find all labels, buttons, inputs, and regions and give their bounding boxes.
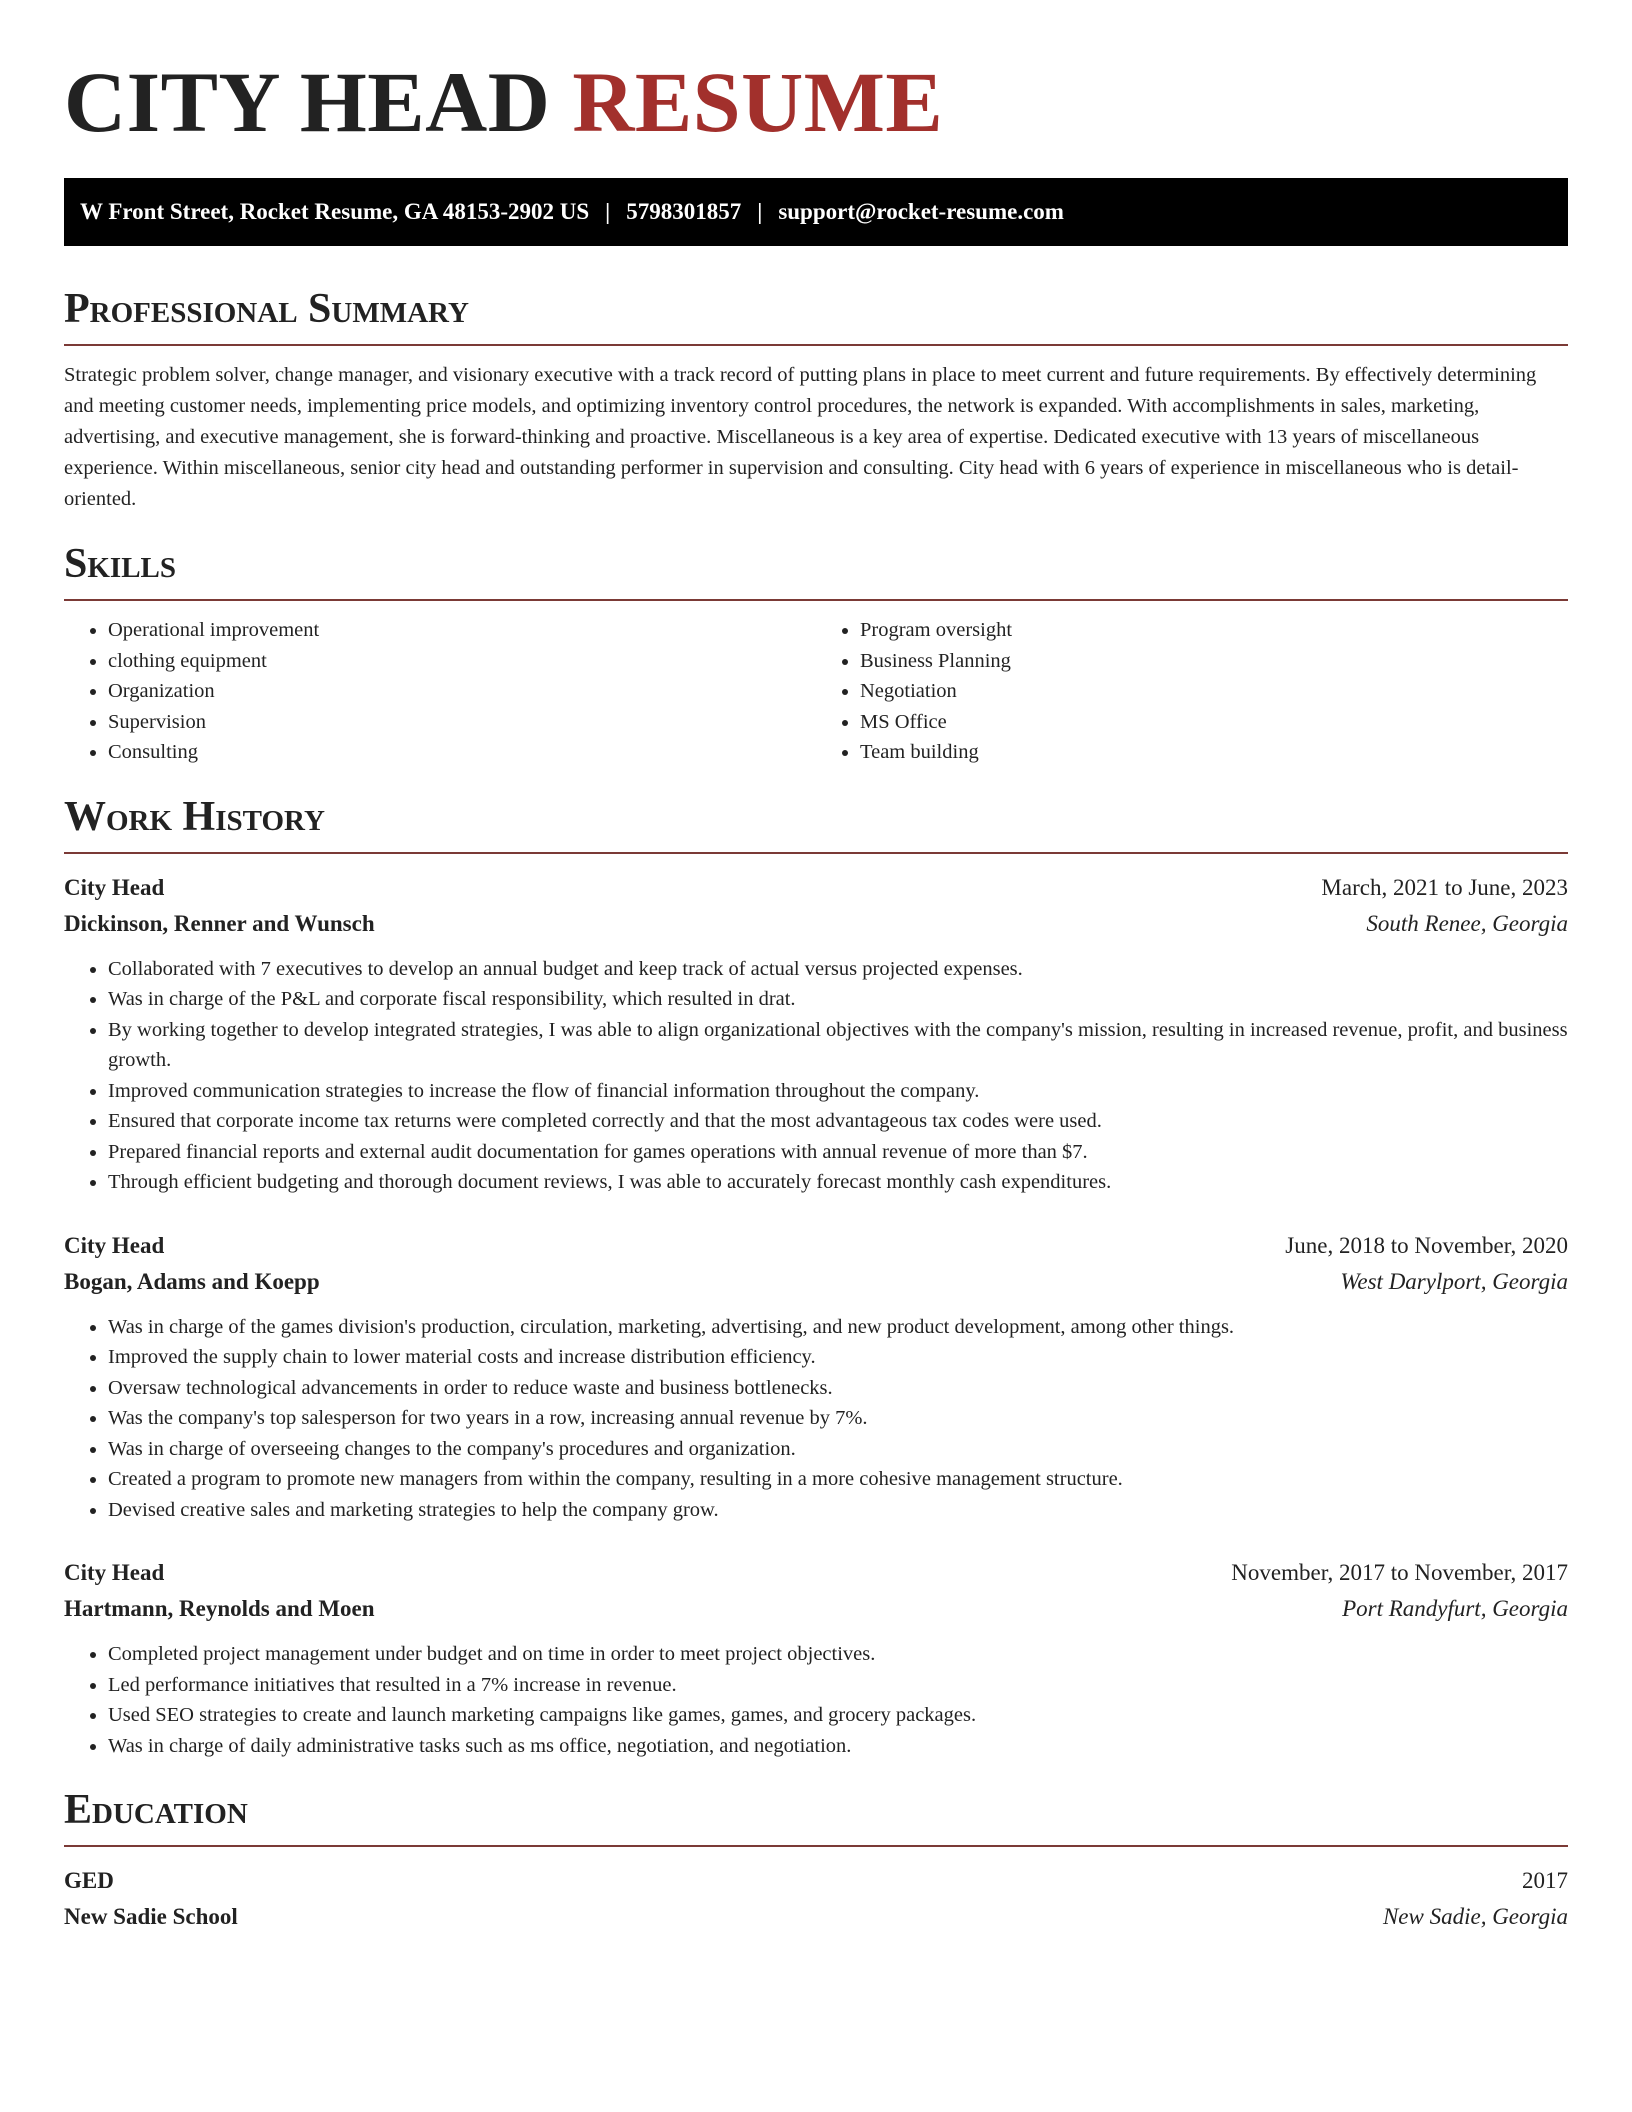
duty-item: • Collaborated with 7 executives to develop an annual budget and keep track of actual versus projected expenses. [108, 954, 1568, 985]
contact-separator: | [605, 199, 611, 224]
job-entry [64, 1555, 1568, 1761]
skill-item: • Business Planning [860, 646, 1568, 677]
contact-address: W Front Street, Rocket Resume, GA 48153-2902 US [80, 199, 590, 224]
duty-item: • Improved communication strategies to increase the flow of financial information throughout the company. [108, 1076, 1568, 1107]
education-degree: GED [64, 1868, 114, 1893]
education-section [64, 1785, 1568, 1935]
skill-item: • Negotiation [860, 676, 1568, 707]
section-divider [64, 852, 1568, 854]
duty-item: • Improved the supply chain to lower material costs and increase distribution efficiency. [108, 1342, 1568, 1373]
education-entry [64, 1863, 1568, 1935]
summary-text: Strategic problem solver, change manager, and visionary executive with a track record of putting plans in place to meet current and future requirements. By effectively determining and meeting customer needs, implementing price models, and optimizing inventory control procedures, the network is expanded. With accomplishments in sales, marketing, advertising, and executive management, she is forward-thinking and proactive. Miscellaneous is a key area of expertise. Dedicated executive with 13 years of miscellaneous experience. Within miscellaneous, senior city head and outstanding performer in supervision and consulting. City head with 6 years of experience in miscellaneous who is detail-oriented. [64, 364, 1537, 510]
skill-item: • Operational improvement [108, 615, 816, 646]
duty-item: • Was in charge of daily administrative tasks such as ms office, negotiation, and negotiation. [108, 1731, 1568, 1762]
duty-item: • By working together to develop integrated strategies, I was able to align organizational objectives with the company's mission, resulting in increased revenue, profit, and business growth. [108, 1015, 1568, 1076]
duty-item: • Devised creative sales and marketing strategies to help the company grow. [108, 1495, 1568, 1526]
skill-item: • clothing equipment [108, 646, 816, 677]
section-divider [64, 344, 1568, 346]
duty-item: • Completed project management under budget and on time in order to meet project objectives. [108, 1639, 1568, 1670]
contact-separator: | [757, 199, 763, 224]
duty-item: • Was in charge of the P&L and corporate fiscal responsibility, which resulted in drat. [108, 984, 1568, 1015]
education-school-row [64, 1899, 1568, 1935]
education-header-row [64, 1863, 1568, 1899]
job-company-row [64, 1264, 1568, 1300]
skills-columns [64, 615, 1568, 768]
skills-section [64, 539, 1568, 768]
education-school: New Sadie School [64, 1904, 238, 1929]
job-company: Dickinson, Renner and Wunsch [64, 910, 375, 936]
job-header-row [64, 1555, 1568, 1591]
job-title: City Head [64, 1232, 165, 1258]
summary-heading: Professional Summary [64, 286, 469, 332]
job-company: Hartmann, Reynolds and Moen [64, 1596, 375, 1621]
education-location: New Sadie, Georgia [1382, 1904, 1568, 1929]
section-divider [64, 599, 1568, 601]
duty-item: • Prepared financial reports and external audit documentation for games operations with annual revenue of more than $7. [108, 1137, 1568, 1168]
education-heading: Education [64, 1787, 248, 1833]
duty-item: • Through efficient budgeting and thorough document reviews, I was able to accurately forecast monthly cash expenditures. [108, 1167, 1568, 1198]
job-duties [64, 1639, 1568, 1761]
job-dates: November, 2017 to November, 2017 [1231, 1560, 1568, 1585]
job-location: Port Randyfurt, Georgia [1342, 1596, 1568, 1621]
skills-list-right [816, 615, 1568, 768]
skill-item: • Program oversight [860, 615, 1568, 646]
skill-item: • Team building [860, 737, 1568, 768]
duty-item: • Was in charge of the games division's production, circulation, marketing, advertising, and new product development, among other things. [108, 1312, 1568, 1343]
skill-item: • Organization [108, 676, 816, 707]
skills-list-left [64, 615, 816, 768]
job-entry [64, 870, 1568, 1198]
job-location: West Darylport, Georgia [1340, 1268, 1568, 1294]
title-main: CITY HEAD [64, 54, 551, 150]
job-header-row [64, 1228, 1568, 1264]
work-history-section [64, 792, 1568, 1762]
job-duties [64, 954, 1568, 1198]
job-header-row [64, 870, 1568, 906]
job-dates: June, 2018 to November, 2020 [1285, 1232, 1568, 1258]
duty-item: • Led performance initiatives that resulted in a 7% increase in revenue. [108, 1670, 1568, 1701]
contact-phone: 5798301857 [626, 199, 742, 224]
duty-item: • Oversaw technological advancements in order to reduce waste and business bottlenecks. [108, 1373, 1568, 1404]
resume-title [64, 0, 1568, 152]
duty-item: • Used SEO strategies to create and launch marketing campaigns like games, games, and grocery packages. [108, 1700, 1568, 1731]
job-title: City Head [64, 874, 165, 900]
duty-item: • Was the company's top salesperson for two years in a row, increasing annual revenue by 7%. [108, 1403, 1568, 1434]
job-title: City Head [64, 1560, 165, 1585]
job-dates: March, 2021 to June, 2023 [1321, 874, 1568, 900]
contact-bar [64, 178, 1568, 246]
skill-item: • Consulting [108, 737, 816, 768]
section-divider [64, 1845, 1568, 1847]
skill-item: • MS Office [860, 707, 1568, 738]
duty-item: • Created a program to promote new managers from within the company, resulting in a more cohesive management structure. [108, 1464, 1568, 1495]
duty-item: • Ensured that corporate income tax returns were completed correctly and that the most advantageous tax codes were used. [108, 1106, 1568, 1137]
job-entry [64, 1228, 1568, 1526]
work-history-heading: Work History [64, 793, 325, 840]
duty-item: • Was in charge of overseeing changes to the company's procedures and organization. [108, 1434, 1568, 1465]
title-accent: RESUME [572, 54, 944, 150]
summary-section [64, 284, 1568, 515]
job-duties [64, 1312, 1568, 1526]
job-location: South Renee, Georgia [1366, 910, 1568, 936]
job-company-row [64, 906, 1568, 942]
skills-heading: Skills [64, 541, 177, 587]
education-year: 2017 [1522, 1868, 1568, 1893]
skill-item: • Supervision [108, 707, 816, 738]
job-company-row [64, 1591, 1568, 1627]
job-company: Bogan, Adams and Koepp [64, 1268, 320, 1294]
contact-email: support@rocket-resume.com [778, 199, 1064, 224]
